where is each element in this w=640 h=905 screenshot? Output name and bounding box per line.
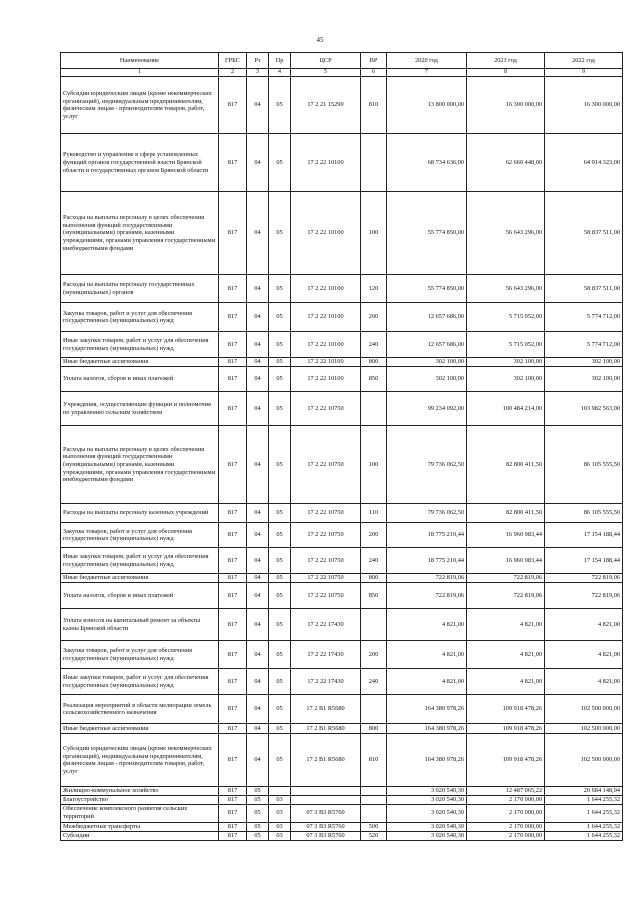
col-number: 6 xyxy=(361,69,387,77)
pr-cell: 05 xyxy=(269,548,291,574)
row-name-cell: Иные закупки товаров, работ и услуг для обеспечения государственных (муниципальных) нужд xyxy=(61,548,219,574)
page-number: 45 xyxy=(316,36,324,44)
grbs-cell: 817 xyxy=(219,303,247,332)
amount-2021-cell: 16 960 983,44 xyxy=(467,548,545,574)
table-row xyxy=(61,724,623,734)
grbs-cell: 817 xyxy=(219,831,247,840)
col-number: 5 xyxy=(291,69,361,77)
csr-cell: 17 2 B1 R5680 xyxy=(291,724,361,734)
csr-cell: 17 2 22 10100 xyxy=(291,332,361,358)
amount-2022-cell: 102 500 000,00 xyxy=(545,724,623,734)
amount-2021-cell: 5 715 052,00 xyxy=(467,332,545,358)
amount-2020-cell: 164 380 978,26 xyxy=(387,724,467,734)
amount-2020-cell: 302 100,00 xyxy=(387,358,467,367)
row-name-cell: Руководство и управление в сфере установленных функций органов государственной власти Брянской области и государственных органов Брянской области xyxy=(61,134,219,192)
amount-2020-cell: 3 020 540,30 xyxy=(387,822,467,831)
rz-cell: 04 xyxy=(247,504,269,523)
table-row xyxy=(61,392,623,426)
pr-cell: 05 xyxy=(269,695,291,724)
row-name-cell: Иные закупки товаров, работ и услуг для обеспечения государственных (муниципальных) нужд xyxy=(61,669,219,695)
amount-2022-cell: 17 154 188,44 xyxy=(545,523,623,548)
amount-2021-cell: 82 800 411,50 xyxy=(467,426,545,504)
header-row xyxy=(61,53,623,69)
amount-2020-cell: 4 821,00 xyxy=(387,641,467,669)
amount-2020-cell: 3 020 540,30 xyxy=(387,795,467,804)
grbs-cell: 817 xyxy=(219,192,247,275)
csr-cell: 07 3 B3 R5760 xyxy=(291,831,361,840)
vr-cell xyxy=(361,134,387,192)
pr-cell: 05 xyxy=(269,192,291,275)
amount-2021-cell: 2 170 000,00 xyxy=(467,795,545,804)
column-number-row xyxy=(61,69,623,77)
amount-2022-cell: 102 500 000,00 xyxy=(545,695,623,724)
vr-cell: 800 xyxy=(361,724,387,734)
rz-cell: 04 xyxy=(247,523,269,548)
amount-2021-cell: 12 487 065,22 xyxy=(467,787,545,796)
grbs-cell: 817 xyxy=(219,641,247,669)
vr-cell xyxy=(361,695,387,724)
grbs-cell: 817 xyxy=(219,134,247,192)
vr-cell: 200 xyxy=(361,523,387,548)
vr-cell: 850 xyxy=(361,367,387,392)
csr-cell: 07 3 B3 R5760 xyxy=(291,804,361,822)
rz-cell: 04 xyxy=(247,134,269,192)
amount-2021-cell: 2 170 000,00 xyxy=(467,822,545,831)
csr-cell: 17 2 22 10750 xyxy=(291,583,361,609)
row-name-cell: Обеспечение комплексного развития сельских территорий xyxy=(61,804,219,822)
table-row xyxy=(61,669,623,695)
amount-2021-cell: 2 170 000,00 xyxy=(467,831,545,840)
amount-2021-cell: 109 918 478,26 xyxy=(467,734,545,787)
row-name-cell: Иные бюджетные ассигнования xyxy=(61,574,219,583)
csr-cell: 17 2 22 10100 xyxy=(291,275,361,303)
row-name-cell: Уплата налогов, сборов и иных платежей xyxy=(61,367,219,392)
grbs-cell: 817 xyxy=(219,583,247,609)
row-name-cell: Расходы на выплаты персоналу в целях обеспечения выполнения функций государственными (муниципальными) органами, казенными учреждениями, органами управления государственными внебюджетными фондами xyxy=(61,426,219,504)
amount-2021-cell: 109 918 478,26 xyxy=(467,724,545,734)
amount-2022-cell: 722 819,06 xyxy=(545,574,623,583)
row-name-cell: Иные бюджетные ассигнования xyxy=(61,358,219,367)
col-header-vr: ВР xyxy=(361,53,387,69)
table-row xyxy=(61,332,623,358)
col-header-rz: Рз xyxy=(247,53,269,69)
csr-cell: 17 2 B1 R5680 xyxy=(291,695,361,724)
amount-2022-cell: 1 644 255,32 xyxy=(545,804,623,822)
amount-2021-cell: 62 660 448,00 xyxy=(467,134,545,192)
amount-2021-cell: 56 643 296,00 xyxy=(467,192,545,275)
vr-cell: 200 xyxy=(361,303,387,332)
csr-cell: 17 2 22 10750 xyxy=(291,574,361,583)
table-row xyxy=(61,367,623,392)
pr-cell: 05 xyxy=(269,669,291,695)
grbs-cell: 817 xyxy=(219,822,247,831)
rz-cell: 04 xyxy=(247,548,269,574)
amount-2021-cell: 16 960 983,44 xyxy=(467,523,545,548)
rz-cell: 05 xyxy=(247,804,269,822)
table-row xyxy=(61,609,623,641)
table-row xyxy=(61,831,623,840)
amount-2021-cell: 82 800 411,50 xyxy=(467,504,545,523)
csr-cell: 07 3 B3 R5760 xyxy=(291,822,361,831)
amount-2022-cell: 1 644 255,32 xyxy=(545,795,623,804)
pr-cell: 05 xyxy=(269,392,291,426)
rz-cell: 04 xyxy=(247,358,269,367)
csr-cell xyxy=(291,795,361,804)
csr-cell: 17 2 22 10100 xyxy=(291,367,361,392)
table-row xyxy=(61,192,623,275)
pr-cell: 05 xyxy=(269,504,291,523)
table-row xyxy=(61,787,623,796)
amount-2020-cell: 3 020 540,30 xyxy=(387,831,467,840)
row-name-cell: Закупка товаров, работ и услуг для обеспечения государственных (муниципальных) нужд xyxy=(61,641,219,669)
amount-2022-cell: 17 154 188,44 xyxy=(545,548,623,574)
row-name-cell: Благоустройство xyxy=(61,795,219,804)
rz-cell: 04 xyxy=(247,392,269,426)
amount-2021-cell: 16 300 000,00 xyxy=(467,77,545,134)
amount-2022-cell: 58 837 511,00 xyxy=(545,275,623,303)
pr-cell: 05 xyxy=(269,523,291,548)
amount-2020-cell: 164 380 978,26 xyxy=(387,734,467,787)
csr-cell: 17 2 22 10750 xyxy=(291,504,361,523)
row-name-cell: Реализация мероприятий в области мелиорации земель сельскохозяйственного назначения xyxy=(61,695,219,724)
amount-2020-cell: 18 775 210,44 xyxy=(387,523,467,548)
amount-2021-cell: 722 819,06 xyxy=(467,574,545,583)
grbs-cell: 817 xyxy=(219,392,247,426)
table-row xyxy=(61,695,623,724)
pr-cell: 03 xyxy=(269,822,291,831)
table-row xyxy=(61,795,623,804)
col-header-2022: 2022 год xyxy=(545,53,623,69)
grbs-cell: 817 xyxy=(219,724,247,734)
rz-cell: 04 xyxy=(247,367,269,392)
pr-cell: 05 xyxy=(269,734,291,787)
amount-2022-cell: 5 774 712,00 xyxy=(545,332,623,358)
csr-cell: 17 2 22 10750 xyxy=(291,392,361,426)
grbs-cell: 817 xyxy=(219,787,247,796)
amount-2020-cell: 18 775 210,44 xyxy=(387,548,467,574)
vr-cell: 810 xyxy=(361,77,387,134)
col-number: 3 xyxy=(247,69,269,77)
col-number: 2 xyxy=(219,69,247,77)
grbs-cell: 817 xyxy=(219,332,247,358)
row-name-cell: Закупка товаров, работ и услуг для обеспечения государственных (муниципальных) нужд xyxy=(61,303,219,332)
rz-cell: 05 xyxy=(247,831,269,840)
pr-cell: 05 xyxy=(269,609,291,641)
csr-cell: 17 2 22 10100 xyxy=(291,134,361,192)
amount-2021-cell: 56 643 296,00 xyxy=(467,275,545,303)
csr-cell: 17 2 21 15290 xyxy=(291,77,361,134)
table-row xyxy=(61,303,623,332)
row-name-cell: Субсидии юридическим лицам (кроме некоммерческих организаций), индивидуальным предпринимателям, физическим лицам - производителям товаров, работ, услуг xyxy=(61,734,219,787)
amount-2021-cell: 2 170 000,00 xyxy=(467,804,545,822)
pr-cell: 05 xyxy=(269,77,291,134)
grbs-cell: 817 xyxy=(219,358,247,367)
amount-2020-cell: 12 657 686,00 xyxy=(387,303,467,332)
rz-cell: 04 xyxy=(247,609,269,641)
table-row xyxy=(61,804,623,822)
amount-2020-cell: 55 774 850,00 xyxy=(387,275,467,303)
amount-2020-cell: 3 020 540,30 xyxy=(387,787,467,796)
rz-cell: 05 xyxy=(247,822,269,831)
amount-2022-cell: 58 837 511,00 xyxy=(545,192,623,275)
amount-2021-cell: 4 821,00 xyxy=(467,609,545,641)
row-name-cell: Расходы на выплаты персоналу государственных (муниципальных) органов xyxy=(61,275,219,303)
pr-cell: 05 xyxy=(269,574,291,583)
col-header-grbs: ГРБС xyxy=(219,53,247,69)
amount-2021-cell: 302 100,00 xyxy=(467,367,545,392)
rz-cell: 05 xyxy=(247,795,269,804)
row-name-cell: Расходы на выплаты персоналу в целях обеспечения выполнения функций государственными (муниципальными) органами, казенными учреждениями, органами управления государственными внебюджетными фондами xyxy=(61,192,219,275)
amount-2020-cell: 3 020 540,30 xyxy=(387,804,467,822)
amount-2022-cell: 1 644 255,32 xyxy=(545,822,623,831)
pr-cell: 05 xyxy=(269,358,291,367)
amount-2021-cell: 4 821,00 xyxy=(467,641,545,669)
amount-2020-cell: 722 819,06 xyxy=(387,574,467,583)
table-row xyxy=(61,275,623,303)
grbs-cell: 817 xyxy=(219,77,247,134)
amount-2021-cell: 722 819,06 xyxy=(467,583,545,609)
vr-cell: 500 xyxy=(361,822,387,831)
vr-cell xyxy=(361,392,387,426)
vr-cell: 800 xyxy=(361,574,387,583)
rz-cell: 04 xyxy=(247,77,269,134)
amount-2022-cell: 4 821,00 xyxy=(545,641,623,669)
amount-2020-cell: 4 821,00 xyxy=(387,609,467,641)
vr-cell xyxy=(361,787,387,796)
rz-cell: 04 xyxy=(247,641,269,669)
rz-cell: 04 xyxy=(247,734,269,787)
pr-cell: 03 xyxy=(269,831,291,840)
row-name-cell: Уплата налогов, сборов и иных платежей xyxy=(61,583,219,609)
pr-cell: 05 xyxy=(269,426,291,504)
pr-cell: 05 xyxy=(269,641,291,669)
csr-cell: 17 2 22 17430 xyxy=(291,609,361,641)
csr-cell: 17 2 22 10100 xyxy=(291,358,361,367)
amount-2020-cell: 164 380 978,26 xyxy=(387,695,467,724)
vr-cell: 100 xyxy=(361,426,387,504)
grbs-cell: 817 xyxy=(219,574,247,583)
amount-2020-cell: 99 234 092,00 xyxy=(387,392,467,426)
amount-2022-cell: 64 914 323,00 xyxy=(545,134,623,192)
amount-2021-cell: 5 715 052,00 xyxy=(467,303,545,332)
col-header-name: Наименование xyxy=(61,53,219,69)
csr-cell: 17 2 22 10100 xyxy=(291,192,361,275)
amount-2020-cell: 68 734 636,00 xyxy=(387,134,467,192)
amount-2021-cell: 4 821,00 xyxy=(467,669,545,695)
amount-2022-cell: 302 100,00 xyxy=(545,367,623,392)
pr-cell: 05 xyxy=(269,303,291,332)
row-name-cell: Межбюджетные трансферты xyxy=(61,822,219,831)
rz-cell: 04 xyxy=(247,724,269,734)
amount-2022-cell: 4 821,00 xyxy=(545,669,623,695)
pr-cell: 05 xyxy=(269,134,291,192)
rz-cell: 04 xyxy=(247,332,269,358)
row-name-cell: Субсидии юридическим лицам (кроме некоммерческих организаций), индивидуальным предпринимателям, физическим лицам - производителям товаров, работ, услуг xyxy=(61,77,219,134)
budget-table xyxy=(60,52,623,841)
amount-2022-cell: 5 774 712,00 xyxy=(545,303,623,332)
csr-cell: 17 2 22 17430 xyxy=(291,641,361,669)
rz-cell: 04 xyxy=(247,695,269,724)
table-row xyxy=(61,641,623,669)
amount-2022-cell: 302 100,00 xyxy=(545,358,623,367)
vr-cell: 240 xyxy=(361,332,387,358)
vr-cell: 800 xyxy=(361,358,387,367)
csr-cell: 17 2 22 10750 xyxy=(291,548,361,574)
row-name-cell: Иные закупки товаров, работ и услуг для обеспечения государственных (муниципальных) нужд xyxy=(61,332,219,358)
table-row xyxy=(61,574,623,583)
rz-cell: 04 xyxy=(247,669,269,695)
pr-cell: 05 xyxy=(269,367,291,392)
col-header-2020: 2020 год xyxy=(387,53,467,69)
amount-2021-cell: 109 918 478,26 xyxy=(467,695,545,724)
vr-cell: 100 xyxy=(361,192,387,275)
amount-2020-cell: 79 736 062,50 xyxy=(387,426,467,504)
grbs-cell: 817 xyxy=(219,669,247,695)
amount-2022-cell: 103 982 563,00 xyxy=(545,392,623,426)
csr-cell: 17 2 22 17430 xyxy=(291,669,361,695)
table-row xyxy=(61,358,623,367)
grbs-cell: 817 xyxy=(219,275,247,303)
table-row xyxy=(61,77,623,134)
vr-cell: 520 xyxy=(361,831,387,840)
rz-cell: 05 xyxy=(247,787,269,796)
rz-cell: 04 xyxy=(247,192,269,275)
vr-cell: 850 xyxy=(361,583,387,609)
rz-cell: 04 xyxy=(247,574,269,583)
amount-2022-cell: 722 819,06 xyxy=(545,583,623,609)
table-row xyxy=(61,583,623,609)
vr-cell: 110 xyxy=(361,504,387,523)
grbs-cell: 817 xyxy=(219,734,247,787)
amount-2020-cell: 4 821,00 xyxy=(387,669,467,695)
grbs-cell: 817 xyxy=(219,548,247,574)
grbs-cell: 817 xyxy=(219,609,247,641)
col-header-2021: 2021 год xyxy=(467,53,545,69)
col-header-pr: Пр xyxy=(269,53,291,69)
pr-cell: 05 xyxy=(269,275,291,303)
rz-cell: 04 xyxy=(247,303,269,332)
pr-cell: 05 xyxy=(269,583,291,609)
pr-cell: 03 xyxy=(269,795,291,804)
grbs-cell: 817 xyxy=(219,504,247,523)
amount-2022-cell: 86 105 555,50 xyxy=(545,426,623,504)
grbs-cell: 817 xyxy=(219,367,247,392)
col-number: 7 xyxy=(387,69,467,77)
table-row xyxy=(61,134,623,192)
vr-cell xyxy=(361,609,387,641)
grbs-cell: 817 xyxy=(219,804,247,822)
col-number: 4 xyxy=(269,69,291,77)
table-row xyxy=(61,548,623,574)
csr-cell: 17 2 22 10100 xyxy=(291,303,361,332)
table-body xyxy=(61,77,623,840)
vr-cell xyxy=(361,795,387,804)
table-row xyxy=(61,426,623,504)
amount-2020-cell: 302 100,00 xyxy=(387,367,467,392)
amount-2020-cell: 722 819,06 xyxy=(387,583,467,609)
row-name-cell: Субсидии xyxy=(61,831,219,840)
amount-2022-cell: 102 500 000,00 xyxy=(545,734,623,787)
amount-2020-cell: 12 657 686,00 xyxy=(387,332,467,358)
vr-cell: 200 xyxy=(361,641,387,669)
vr-cell xyxy=(361,804,387,822)
col-header-csr: ЦСР xyxy=(291,53,361,69)
amount-2021-cell: 100 484 214,00 xyxy=(467,392,545,426)
table-row xyxy=(61,822,623,831)
row-name-cell: Жилищно-коммунальное хозяйство xyxy=(61,787,219,796)
grbs-cell: 817 xyxy=(219,523,247,548)
csr-cell: 17 2 22 10750 xyxy=(291,426,361,504)
row-name-cell: Уплата взносов на капитальный ремонт за объекты казны Брянской области xyxy=(61,609,219,641)
row-name-cell: Учреждения, осуществляющие функции и полномочия по управлению сельским хозяйством xyxy=(61,392,219,426)
amount-2022-cell: 86 105 555,50 xyxy=(545,504,623,523)
amount-2020-cell: 55 774 850,00 xyxy=(387,192,467,275)
col-number: 9 xyxy=(545,69,623,77)
amount-2021-cell: 302 100,00 xyxy=(467,358,545,367)
rz-cell: 04 xyxy=(247,275,269,303)
amount-2020-cell: 13 800 000,00 xyxy=(387,77,467,134)
table-row xyxy=(61,504,623,523)
grbs-cell: 817 xyxy=(219,695,247,724)
pr-cell xyxy=(269,787,291,796)
amount-2022-cell: 4 821,00 xyxy=(545,609,623,641)
amount-2022-cell: 20 684 148,94 xyxy=(545,787,623,796)
csr-cell: 17 2 22 10750 xyxy=(291,523,361,548)
csr-cell: 17 2 B1 R5680 xyxy=(291,734,361,787)
vr-cell: 120 xyxy=(361,275,387,303)
row-name-cell: Закупка товаров, работ и услуг для обеспечения государственных (муниципальных) нужд xyxy=(61,523,219,548)
col-number: 1 xyxy=(61,69,219,77)
rz-cell: 04 xyxy=(247,426,269,504)
csr-cell xyxy=(291,787,361,796)
row-name-cell: Иные бюджетные ассигнования xyxy=(61,724,219,734)
amount-2020-cell: 79 736 062,50 xyxy=(387,504,467,523)
amount-2022-cell: 1 644 255,32 xyxy=(545,831,623,840)
table-row xyxy=(61,734,623,787)
vr-cell: 240 xyxy=(361,669,387,695)
pr-cell: 03 xyxy=(269,804,291,822)
col-number: 8 xyxy=(467,69,545,77)
pr-cell: 05 xyxy=(269,724,291,734)
grbs-cell: 817 xyxy=(219,795,247,804)
pr-cell: 05 xyxy=(269,332,291,358)
amount-2022-cell: 16 300 000,00 xyxy=(545,77,623,134)
rz-cell: 04 xyxy=(247,583,269,609)
vr-cell: 810 xyxy=(361,734,387,787)
grbs-cell: 817 xyxy=(219,426,247,504)
vr-cell: 240 xyxy=(361,548,387,574)
table-row xyxy=(61,523,623,548)
row-name-cell: Расходы на выплаты персоналу казенных учреждений xyxy=(61,504,219,523)
